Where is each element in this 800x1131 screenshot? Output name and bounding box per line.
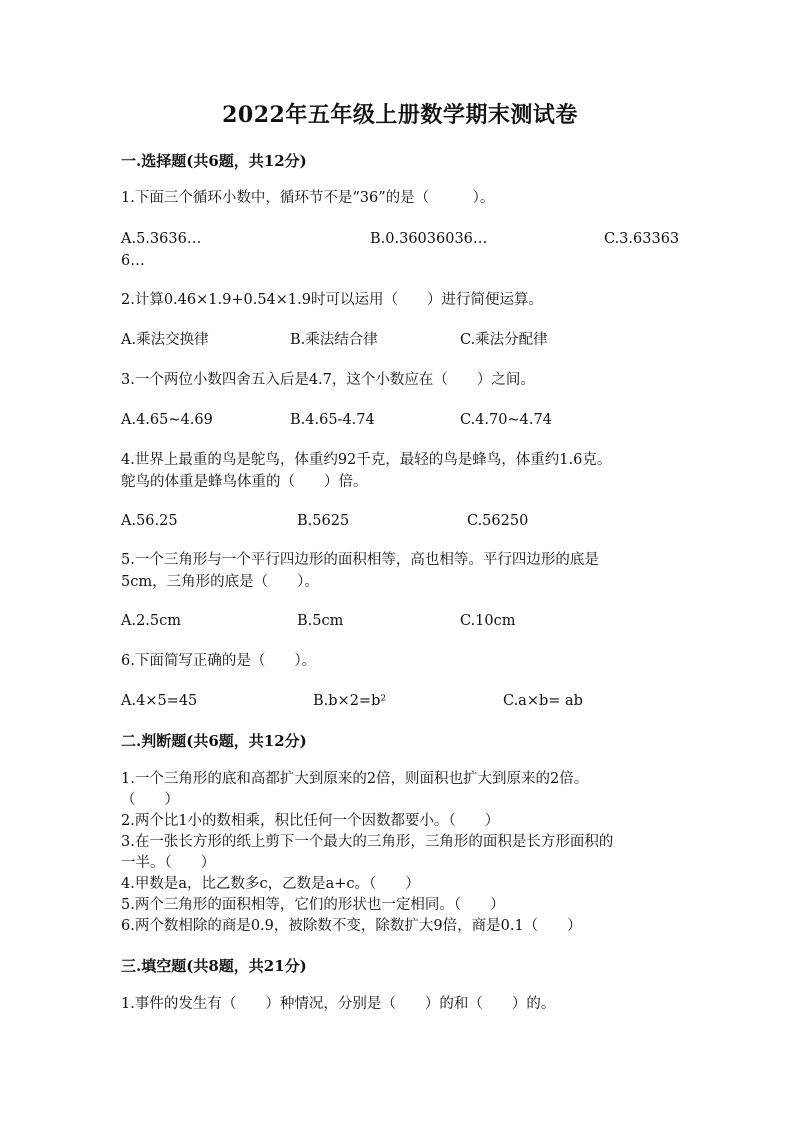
question-5-option-b: B.5cm <box>297 613 344 629</box>
question-1-stem: 1.下面三个循环小数中，循环节不是“36”的是（ ）。 <box>121 190 495 206</box>
question-6-option-c: C.a×b= ab <box>503 693 583 709</box>
question-5-stem-line-1: 5.一个三角形与一个平行四边形的面积相等，高也相等。平行四边形的底是 <box>121 552 599 568</box>
question-1-option-a: A.5.3636… <box>121 231 202 247</box>
page-title: 2022年五年级上册数学期末测试卷 <box>222 102 578 128</box>
tf-line-2: （ ） <box>121 792 179 808</box>
question-1-option-b: B.0.36036036… <box>370 231 488 247</box>
question-3-option-c: C.4.70~4.74 <box>460 412 552 428</box>
tf-line-7: 5.两个三角形的面积相等，它们的形状也一定相同。（ ） <box>121 897 505 913</box>
question-2-option-c: C.乘法分配律 <box>460 332 548 348</box>
question-3-stem: 3.一个两位小数四舍五入后是4.7，这个小数应在（ ）之间。 <box>121 372 535 388</box>
tf-line-3: 2.两个比1小的数相乘，积比任何一个因数都要小。（ ） <box>121 813 500 829</box>
question-6-stem: 6.下面简写正确的是（ ）。 <box>121 653 317 669</box>
question-4-stem-line-1: 4.世界上最重的鸟是鸵鸟，体重约92千克，最轻的鸟是蜂鸟，体重约1.6克。 <box>121 452 612 468</box>
section-heading-fill-blank: 三.填空题(共8题，共21分) <box>121 957 307 975</box>
question-1-option-c-continued: 6… <box>121 253 145 269</box>
fill-question-1: 1.事件的发生有（ ）种情况，分别是（ ）的和（ ）的。 <box>121 996 556 1012</box>
question-4-option-a: A.56.25 <box>121 513 178 529</box>
tf-line-5: 一半。（ ） <box>121 855 216 871</box>
question-4-option-c: C.56250 <box>467 513 529 529</box>
tf-line-4: 3.在一张长方形的纸上剪下一个最大的三角形，三角形的面积是长方形面积的 <box>121 834 614 850</box>
question-2-stem: 2.计算0.46×1.9+0.54×1.9时可以运用（ ）进行简便运算。 <box>121 292 543 308</box>
question-5-option-a: A.2.5cm <box>121 613 182 629</box>
question-3-option-b: B.4.65-4.74 <box>290 412 375 428</box>
tf-line-6: 4.甲数是a，比乙数多c，乙数是a+c。（ ） <box>121 876 420 892</box>
question-4-option-b: B.5625 <box>297 513 350 529</box>
tf-line-1: 1.一个三角形的底和高都扩大到原来的2倍，则面积也扩大到原来的2倍。 <box>121 771 589 787</box>
question-4-stem-line-2: 鸵鸟的体重是蜂鸟体重的（ ）倍。 <box>121 474 368 490</box>
question-6-option-a: A.4×5=45 <box>121 693 198 709</box>
question-3-option-a: A.4.65~4.69 <box>121 412 213 428</box>
question-2-option-a: A.乘法交换律 <box>121 332 209 348</box>
section-heading-choice: 一.选择题(共6题，共12分) <box>121 152 307 170</box>
question-6-option-b: B.b×2=b² <box>313 693 387 709</box>
section-heading-true-false: 二.判断题(共6题，共12分) <box>121 732 307 750</box>
question-1-option-c: C.3.63363 <box>604 231 680 247</box>
question-5-option-c: C.10cm <box>460 613 516 629</box>
question-2-option-b: B.乘法结合律 <box>290 332 378 348</box>
question-5-stem-line-2: 5cm，三角形的底是（ ）。 <box>121 574 319 590</box>
tf-line-8: 6.两个数相除的商是0.9，被除数不变，除数扩大9倍，商是0.1（ ） <box>121 918 582 934</box>
